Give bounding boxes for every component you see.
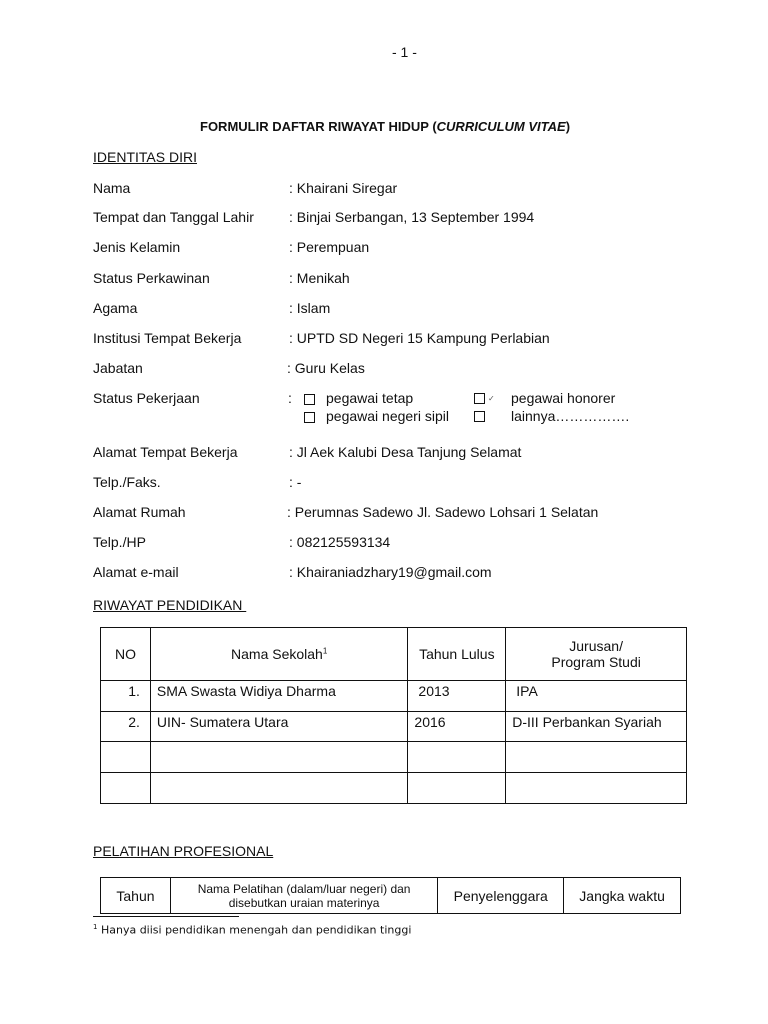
row-year (408, 742, 506, 773)
option-pegawai-honorer: pegawai honorer (511, 390, 616, 406)
table-row (101, 712, 687, 742)
employment-colon: : (288, 390, 292, 406)
option-pegawai-negeri-sipil: pegawai negeri sipil (326, 408, 449, 424)
header-major-line2: Program Studi (551, 654, 641, 670)
row-no (101, 742, 151, 773)
identity-heading: IDENTITAS DIRI (93, 149, 197, 165)
checkbox-lainnya[interactable] (474, 411, 485, 422)
label-employment: Status Pekerjaan (93, 390, 200, 406)
header-no: NO (101, 628, 151, 681)
value-birth: : Binjai Serbangan, 13 September 1994 (289, 209, 535, 225)
training-header-year: Tahun (101, 878, 171, 914)
row-no (101, 773, 151, 804)
header-year: Tahun Lulus (408, 628, 506, 681)
table-row (101, 742, 687, 773)
value-name: : Khairani Siregar (289, 180, 398, 196)
checkbox-pegawai-negeri-sipil[interactable] (304, 412, 315, 423)
value-position: : Guru Kelas (287, 360, 365, 376)
training-header-row (101, 878, 681, 914)
page-title (200, 119, 570, 134)
option-lainnya: lainnya……………. (511, 408, 630, 424)
label-birth: Tempat dan Tanggal Lahir (93, 209, 254, 225)
label-religion: Agama (93, 300, 138, 316)
row-school: SMA Swasta Widiya Dharma (150, 681, 407, 712)
label-email: Alamat e-mail (93, 564, 179, 580)
footnote-divider (93, 916, 239, 917)
header-major (506, 628, 687, 681)
education-header-row (101, 628, 687, 681)
education-table (100, 627, 687, 804)
row-major (506, 742, 687, 773)
title-italic: CURRICULUM VITAE (436, 119, 566, 134)
footnote (93, 920, 411, 938)
table-row (101, 773, 687, 804)
label-name: Nama (93, 180, 131, 196)
title-prefix: FORMULIR DAFTAR RIWAYAT HIDUP ( (200, 119, 437, 134)
label-institution: Institusi Tempat Bekerja (93, 330, 242, 346)
label-gender: Jenis Kelamin (93, 239, 181, 255)
title-suffix: ) (565, 119, 571, 134)
training-header-name (170, 878, 437, 914)
value-home-address: : Perumnas Sadewo Jl. Sadewo Lohsari 1 Selatan (287, 504, 599, 520)
education-heading: RIWAYAT PENDIDIKAN (93, 597, 247, 613)
header-school (150, 628, 407, 681)
value-marital: : Menikah (289, 270, 350, 286)
row-school (150, 742, 407, 773)
row-school (150, 773, 407, 804)
checkbox-pegawai-honorer[interactable] (474, 393, 485, 404)
footnote-ref: 1 (322, 646, 328, 656)
label-position: Jabatan (93, 360, 143, 376)
label-home-address: Alamat Rumah (93, 504, 186, 520)
row-year: 2016 (408, 712, 506, 742)
value-work-phone: : - (289, 474, 302, 490)
header-major-line1: Jurusan/ (569, 638, 623, 654)
value-institution: : UPTD SD Negeri 15 Kampung Perlabian (289, 330, 550, 346)
row-no: 1. (101, 681, 151, 712)
value-gender: : Perempuan (289, 239, 370, 255)
option-pegawai-tetap: pegawai tetap (326, 390, 414, 406)
footnote-text: Hanya diisi pendidikan menengah dan pendidikan tinggi (97, 923, 412, 937)
training-table (100, 877, 681, 914)
value-religion: : Islam (289, 300, 331, 316)
row-school: UIN- Sumatera Utara (150, 712, 407, 742)
training-heading: PELATIHAN PROFESIONAL (93, 843, 274, 859)
training-header-organizer: Penyelenggara (438, 878, 564, 914)
page-number: - 1 - (392, 44, 417, 60)
row-major: IPA (506, 681, 687, 712)
row-year (408, 773, 506, 804)
label-marital: Status Perkawinan (93, 270, 210, 286)
training-header-name-line1: Nama Pelatihan (dalam/luar negeri) dan (197, 881, 411, 896)
check-mark-icon: ✓ (488, 394, 495, 403)
value-work-address: : Jl Aek Kalubi Desa Tanjung Selamat (289, 444, 522, 460)
row-major: D-III Perbankan Syariah (506, 712, 687, 742)
value-mobile: : 082125593134 (289, 534, 391, 550)
row-major (506, 773, 687, 804)
row-year: 2013 (408, 681, 506, 712)
label-mobile: Telp./HP (93, 534, 146, 550)
training-header-name-line2: disebutkan uraian materinya (228, 895, 380, 910)
checkbox-pegawai-tetap[interactable] (304, 394, 315, 405)
header-school-label: Nama Sekolah (231, 646, 323, 662)
row-no: 2. (101, 712, 151, 742)
table-row (101, 681, 687, 712)
footnote-mark: 1 (93, 923, 98, 931)
value-email: : Khairaniadzhary19@gmail.com (289, 564, 492, 580)
training-header-duration: Jangka waktu (564, 878, 681, 914)
label-work-phone: Telp./Faks. (93, 474, 161, 490)
label-work-address: Alamat Tempat Bekerja (93, 444, 238, 460)
